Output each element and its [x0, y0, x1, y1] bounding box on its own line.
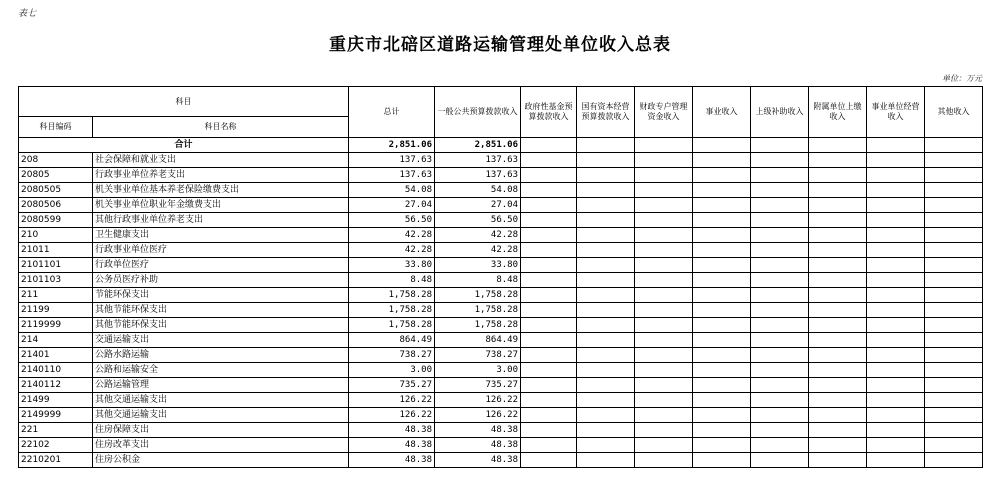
row-empty-cell — [925, 228, 983, 243]
table-row — [19, 303, 983, 318]
row-empty-cell — [693, 333, 751, 348]
row-total: 48.38 — [349, 453, 435, 468]
table-row — [19, 423, 983, 438]
row-empty-cell — [521, 198, 577, 213]
row-empty-cell — [925, 378, 983, 393]
row-total: 137.63 — [349, 153, 435, 168]
row-code: 2101103 — [19, 273, 93, 288]
row-empty-cell — [577, 228, 635, 243]
row-empty-cell — [635, 318, 693, 333]
row-empty-cell — [867, 438, 925, 453]
row-empty-cell — [809, 378, 867, 393]
row-general: 1,758.28 — [435, 288, 521, 303]
row-total: 1,758.28 — [349, 288, 435, 303]
row-general: 126.22 — [435, 393, 521, 408]
row-empty-cell — [521, 393, 577, 408]
total-label: 合计 — [19, 138, 349, 153]
row-empty-cell — [693, 303, 751, 318]
row-empty-cell — [521, 258, 577, 273]
row-code: 21499 — [19, 393, 93, 408]
row-empty-cell — [751, 303, 809, 318]
row-empty-cell — [809, 318, 867, 333]
row-empty-cell — [693, 243, 751, 258]
row-empty-cell — [867, 423, 925, 438]
row-empty-cell — [577, 393, 635, 408]
row-code: 22102 — [19, 438, 93, 453]
row-total: 137.63 — [349, 168, 435, 183]
row-empty-cell — [521, 348, 577, 363]
row-empty-cell — [521, 333, 577, 348]
table-row — [19, 318, 983, 333]
row-general: 8.48 — [435, 273, 521, 288]
table-row — [19, 198, 983, 213]
row-empty-cell — [521, 168, 577, 183]
row-empty-cell — [925, 453, 983, 468]
row-total: 48.38 — [349, 423, 435, 438]
row-empty-cell — [925, 273, 983, 288]
row-empty-cell — [751, 378, 809, 393]
row-empty-cell — [925, 408, 983, 423]
income-table — [18, 86, 983, 468]
row-empty-cell — [635, 303, 693, 318]
row-empty-cell — [577, 363, 635, 378]
table-row — [19, 153, 983, 168]
row-empty-cell — [809, 258, 867, 273]
header-business-operation: 事业单位经营收入 — [867, 87, 925, 138]
row-empty-cell — [925, 213, 983, 228]
row-name: 住房改革支出 — [93, 438, 349, 453]
row-empty-cell — [751, 438, 809, 453]
row-total: 1,758.28 — [349, 303, 435, 318]
row-empty-cell — [751, 333, 809, 348]
row-empty-cell — [751, 363, 809, 378]
row-code: 2210201 — [19, 453, 93, 468]
row-empty-cell — [635, 213, 693, 228]
row-empty-cell — [751, 183, 809, 198]
header-code: 科目编码 — [19, 117, 93, 138]
row-name: 其他节能环保支出 — [93, 303, 349, 318]
row-general: 126.22 — [435, 408, 521, 423]
row-empty-cell — [693, 348, 751, 363]
row-empty-cell — [521, 183, 577, 198]
row-total: 126.22 — [349, 393, 435, 408]
row-name: 卫生健康支出 — [93, 228, 349, 243]
row-empty-cell — [809, 348, 867, 363]
row-empty-cell — [577, 303, 635, 318]
table-row — [19, 363, 983, 378]
row-empty-cell — [751, 408, 809, 423]
row-empty-cell — [635, 273, 693, 288]
row-empty-cell — [693, 258, 751, 273]
row-empty-cell — [867, 288, 925, 303]
row-empty-cell — [809, 333, 867, 348]
row-empty-cell — [867, 273, 925, 288]
row-empty-cell — [925, 438, 983, 453]
row-total: 864.49 — [349, 333, 435, 348]
row-empty-cell — [635, 288, 693, 303]
row-total: 42.28 — [349, 243, 435, 258]
table-row — [19, 393, 983, 408]
row-empty-cell — [577, 153, 635, 168]
row-general: 137.63 — [435, 153, 521, 168]
row-general: 738.27 — [435, 348, 521, 363]
row-code: 2140110 — [19, 363, 93, 378]
row-empty-cell — [693, 318, 751, 333]
row-empty-cell — [577, 258, 635, 273]
row-empty-cell — [925, 243, 983, 258]
row-empty-cell — [635, 393, 693, 408]
row-empty-cell — [577, 183, 635, 198]
row-total: 1,758.28 — [349, 318, 435, 333]
row-empty-cell — [577, 348, 635, 363]
row-empty-cell — [809, 228, 867, 243]
row-total: 33.80 — [349, 258, 435, 273]
row-empty-cell — [751, 258, 809, 273]
header-subject: 科目 — [19, 87, 349, 117]
table-row — [19, 333, 983, 348]
row-empty-cell — [867, 318, 925, 333]
row-name: 其他节能环保支出 — [93, 318, 349, 333]
row-empty-cell — [521, 153, 577, 168]
row-empty-cell — [867, 228, 925, 243]
row-empty-cell — [751, 348, 809, 363]
row-empty-cell — [867, 213, 925, 228]
row-empty-cell — [867, 333, 925, 348]
row-empty-cell — [635, 438, 693, 453]
row-empty-cell — [867, 153, 925, 168]
table-row — [19, 408, 983, 423]
row-name: 其他交通运输支出 — [93, 408, 349, 423]
table-row — [19, 438, 983, 453]
table-row — [19, 288, 983, 303]
total-row — [19, 138, 983, 153]
row-empty-cell — [809, 303, 867, 318]
row-empty-cell — [693, 273, 751, 288]
row-general: 1,758.28 — [435, 318, 521, 333]
row-empty-cell — [751, 453, 809, 468]
row-empty-cell — [867, 378, 925, 393]
row-total: 56.50 — [349, 213, 435, 228]
row-empty-cell — [521, 318, 577, 333]
row-empty-cell — [867, 393, 925, 408]
row-empty-cell — [693, 408, 751, 423]
row-empty-cell — [693, 183, 751, 198]
table-row — [19, 348, 983, 363]
row-empty-cell — [521, 438, 577, 453]
row-empty-cell — [867, 168, 925, 183]
table-row — [19, 378, 983, 393]
table-row — [19, 243, 983, 258]
table-body — [19, 138, 983, 468]
row-empty-cell — [693, 393, 751, 408]
row-empty-cell — [577, 438, 635, 453]
row-general: 48.38 — [435, 423, 521, 438]
row-code: 210 — [19, 228, 93, 243]
row-empty-cell — [577, 243, 635, 258]
row-empty-cell — [521, 228, 577, 243]
row-empty-cell — [693, 288, 751, 303]
row-name: 节能环保支出 — [93, 288, 349, 303]
row-empty-cell — [751, 273, 809, 288]
row-empty-cell — [809, 393, 867, 408]
row-empty-cell — [809, 453, 867, 468]
row-general: 54.08 — [435, 183, 521, 198]
row-empty-cell — [521, 363, 577, 378]
row-empty-cell — [693, 453, 751, 468]
row-empty-cell — [577, 288, 635, 303]
row-name: 公务员医疗补助 — [93, 273, 349, 288]
row-total: 8.48 — [349, 273, 435, 288]
row-empty-cell — [635, 363, 693, 378]
row-code: 2101101 — [19, 258, 93, 273]
header-name: 科目名称 — [93, 117, 349, 138]
row-empty-cell — [521, 423, 577, 438]
row-empty-cell — [867, 258, 925, 273]
row-empty-cell — [693, 168, 751, 183]
row-empty-cell — [635, 453, 693, 468]
row-empty-cell — [693, 228, 751, 243]
table-row — [19, 273, 983, 288]
row-empty-cell — [809, 438, 867, 453]
table-row — [19, 168, 983, 183]
header-general-budget: 一般公共预算拨款收入 — [435, 87, 521, 138]
row-total: 48.38 — [349, 438, 435, 453]
row-total: 738.27 — [349, 348, 435, 363]
row-empty-cell — [521, 408, 577, 423]
row-general: 48.38 — [435, 453, 521, 468]
row-empty-cell — [693, 153, 751, 168]
table-number-label: 表七 — [18, 9, 37, 19]
row-empty-cell — [635, 378, 693, 393]
row-empty-cell — [809, 423, 867, 438]
table-row — [19, 213, 983, 228]
row-empty-cell — [925, 183, 983, 198]
row-name: 公路水路运输 — [93, 348, 349, 363]
row-empty-cell — [635, 333, 693, 348]
row-empty-cell — [693, 423, 751, 438]
row-empty-cell — [867, 408, 925, 423]
row-empty-cell — [925, 198, 983, 213]
row-empty-cell — [577, 378, 635, 393]
row-name: 公路运输管理 — [93, 378, 349, 393]
row-empty-cell — [635, 183, 693, 198]
row-empty-cell — [809, 243, 867, 258]
row-empty-cell — [521, 213, 577, 228]
row-code: 2080599 — [19, 213, 93, 228]
header-state-capital: 国有资本经营预算拨款收入 — [577, 87, 635, 138]
row-empty-cell — [925, 348, 983, 363]
table-row — [19, 183, 983, 198]
row-code: 20805 — [19, 168, 93, 183]
row-empty-cell — [521, 378, 577, 393]
row-empty-cell — [809, 183, 867, 198]
row-code: 221 — [19, 423, 93, 438]
row-general: 137.63 — [435, 168, 521, 183]
row-empty-cell — [925, 363, 983, 378]
row-empty-cell — [867, 303, 925, 318]
row-general: 42.28 — [435, 228, 521, 243]
row-empty-cell — [521, 273, 577, 288]
row-empty-cell — [925, 393, 983, 408]
row-empty-cell — [635, 258, 693, 273]
row-empty-cell — [925, 153, 983, 168]
row-empty-cell — [577, 408, 635, 423]
row-empty-cell — [925, 168, 983, 183]
row-general: 33.80 — [435, 258, 521, 273]
row-general: 27.04 — [435, 198, 521, 213]
table-row — [19, 453, 983, 468]
row-general: 3.00 — [435, 363, 521, 378]
row-empty-cell — [693, 378, 751, 393]
row-code: 208 — [19, 153, 93, 168]
row-code: 21401 — [19, 348, 93, 363]
row-empty-cell — [809, 198, 867, 213]
row-empty-cell — [751, 153, 809, 168]
row-name: 交通运输支出 — [93, 333, 349, 348]
row-empty-cell — [867, 363, 925, 378]
row-empty-cell — [577, 423, 635, 438]
row-code: 211 — [19, 288, 93, 303]
total-general: 2,851.06 — [435, 138, 521, 153]
row-empty-cell — [809, 213, 867, 228]
row-empty-cell — [521, 453, 577, 468]
row-general: 735.27 — [435, 378, 521, 393]
row-empty-cell — [751, 423, 809, 438]
row-empty-cell — [809, 408, 867, 423]
row-empty-cell — [925, 318, 983, 333]
row-empty-cell — [577, 198, 635, 213]
row-empty-cell — [751, 228, 809, 243]
row-empty-cell — [809, 273, 867, 288]
row-general: 56.50 — [435, 213, 521, 228]
row-name: 行政单位医疗 — [93, 258, 349, 273]
row-empty-cell — [867, 243, 925, 258]
row-name: 住房公积金 — [93, 453, 349, 468]
row-empty-cell — [635, 423, 693, 438]
row-empty-cell — [809, 153, 867, 168]
row-name: 行政事业单位养老支出 — [93, 168, 349, 183]
row-empty-cell — [635, 228, 693, 243]
row-empty-cell — [635, 198, 693, 213]
table-row — [19, 258, 983, 273]
row-empty-cell — [809, 168, 867, 183]
row-general: 48.38 — [435, 438, 521, 453]
row-code: 21199 — [19, 303, 93, 318]
row-general: 42.28 — [435, 243, 521, 258]
row-name: 其他行政事业单位养老支出 — [93, 213, 349, 228]
row-general: 864.49 — [435, 333, 521, 348]
header-affiliated: 附属单位上缴收入 — [809, 87, 867, 138]
unit-label: 单位：万元 — [942, 74, 982, 83]
table-row — [19, 228, 983, 243]
row-empty-cell — [693, 438, 751, 453]
header-fund-budget: 政府性基金预算拨款收入 — [521, 87, 577, 138]
header-total: 总计 — [349, 87, 435, 138]
row-name: 公路和运输安全 — [93, 363, 349, 378]
row-empty-cell — [925, 258, 983, 273]
row-empty-cell — [635, 408, 693, 423]
row-code: 214 — [19, 333, 93, 348]
row-name: 其他交通运输支出 — [93, 393, 349, 408]
row-empty-cell — [693, 198, 751, 213]
row-code: 2140112 — [19, 378, 93, 393]
header-upper-subsidy: 上级补助收入 — [751, 87, 809, 138]
row-empty-cell — [809, 288, 867, 303]
row-general: 1,758.28 — [435, 303, 521, 318]
row-empty-cell — [751, 213, 809, 228]
row-empty-cell — [635, 153, 693, 168]
row-empty-cell — [751, 393, 809, 408]
row-total: 735.27 — [349, 378, 435, 393]
row-empty-cell — [577, 168, 635, 183]
row-empty-cell — [925, 333, 983, 348]
row-empty-cell — [867, 183, 925, 198]
row-name: 行政事业单位医疗 — [93, 243, 349, 258]
row-empty-cell — [577, 318, 635, 333]
total-sum: 2,851.06 — [349, 138, 435, 153]
header-fiscal-special: 财政专户管理资金收入 — [635, 87, 693, 138]
row-empty-cell — [577, 273, 635, 288]
row-empty-cell — [867, 348, 925, 363]
row-empty-cell — [693, 213, 751, 228]
row-empty-cell — [925, 423, 983, 438]
row-empty-cell — [751, 168, 809, 183]
row-code: 21011 — [19, 243, 93, 258]
document-title: 重庆市北碚区道路运输管理处单位收入总表 — [329, 35, 671, 55]
row-empty-cell — [635, 348, 693, 363]
row-empty-cell — [693, 363, 751, 378]
row-code: 2149999 — [19, 408, 93, 423]
row-total: 27.04 — [349, 198, 435, 213]
row-empty-cell — [809, 363, 867, 378]
row-empty-cell — [751, 198, 809, 213]
row-total: 126.22 — [349, 408, 435, 423]
row-empty-cell — [867, 453, 925, 468]
row-empty-cell — [751, 243, 809, 258]
row-empty-cell — [521, 303, 577, 318]
row-empty-cell — [925, 303, 983, 318]
row-empty-cell — [751, 288, 809, 303]
row-name: 住房保障支出 — [93, 423, 349, 438]
row-empty-cell — [751, 318, 809, 333]
row-empty-cell — [867, 198, 925, 213]
row-empty-cell — [521, 288, 577, 303]
row-empty-cell — [577, 453, 635, 468]
row-total: 3.00 — [349, 363, 435, 378]
row-code: 2119999 — [19, 318, 93, 333]
header-business-income: 事业收入 — [693, 87, 751, 138]
row-name: 机关事业单位基本养老保险缴费支出 — [93, 183, 349, 198]
row-empty-cell — [925, 288, 983, 303]
row-name: 机关事业单位职业年金缴费支出 — [93, 198, 349, 213]
row-total: 42.28 — [349, 228, 435, 243]
row-code: 2080506 — [19, 198, 93, 213]
row-empty-cell — [635, 168, 693, 183]
row-empty-cell — [577, 213, 635, 228]
row-empty-cell — [635, 243, 693, 258]
row-name: 社会保障和就业支出 — [93, 153, 349, 168]
row-empty-cell — [577, 333, 635, 348]
header-other-income: 其他收入 — [925, 87, 983, 138]
row-empty-cell — [521, 243, 577, 258]
row-total: 54.08 — [349, 183, 435, 198]
row-code: 2080505 — [19, 183, 93, 198]
